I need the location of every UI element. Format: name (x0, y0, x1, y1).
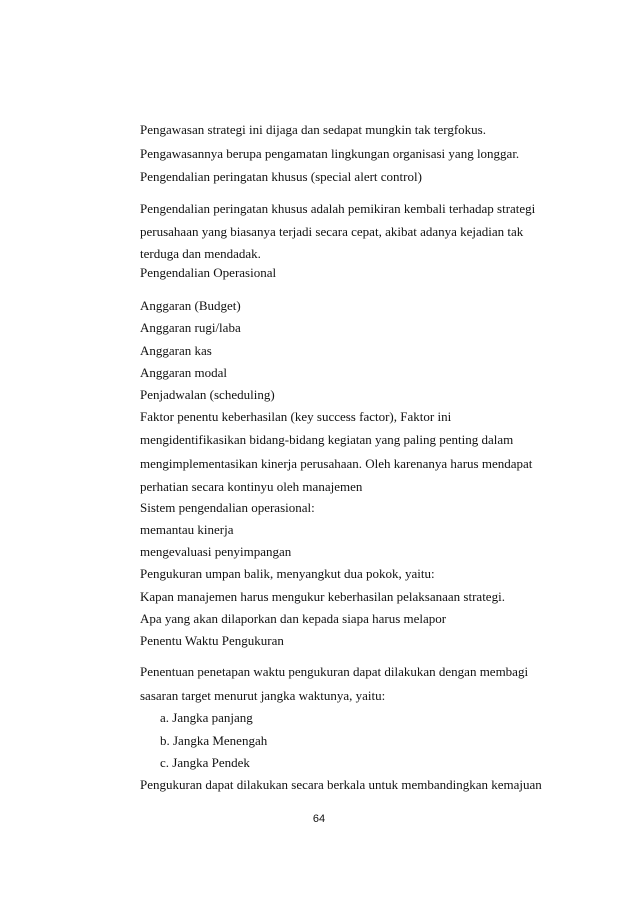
text-line: Sistem pengendalian operasional: (140, 500, 315, 515)
text-line: sasaran target menurut jangka waktunya, yaitu: (140, 688, 386, 703)
page-number: 64 (312, 813, 326, 825)
text-line: terduga dan mendadak. (140, 246, 261, 261)
section-heading: Pengendalian Operasional (140, 265, 277, 280)
text-line: Pengendalian peringatan khusus adalah pemikiran kembali terhadap strategi (140, 201, 536, 216)
text-line: perusahaan yang biasanya terjadi secara cepat, akibat adanya kejadian tak (140, 224, 524, 239)
text-line: Anggaran modal (140, 365, 228, 380)
text-line: perhatian secara kontinyu oleh manajemen (140, 479, 363, 494)
text-line: Pengukuran dapat dilakukan secara berkala untuk membandingkan kemajuan (140, 777, 542, 792)
text-line: Pengawasannya berupa pengamatan lingkungan organisasi yang longgar. (140, 146, 520, 161)
text-line: Kapan manajemen harus mengukur keberhasilan pelaksanaan strategi. (140, 589, 505, 604)
text-line: mengimplementasikan kinerja perusahaan. Oleh karenanya harus mendapat (140, 456, 533, 471)
section-heading: Penentu Waktu Pengukuran (140, 633, 284, 648)
text-line: Penjadwalan (scheduling) (140, 387, 275, 402)
text-line: memantau kinerja (140, 522, 234, 537)
text-line: Anggaran (Budget) (140, 298, 241, 313)
text-line: Pengukuran umpan balik, menyangkut dua pokok, yaitu: (140, 566, 435, 581)
text-line: Anggaran kas (140, 343, 212, 358)
text-line: mengidentifikasikan bidang-bidang kegiatan yang paling penting dalam (140, 432, 514, 447)
list-item: a. Jangka panjang (160, 710, 253, 725)
text-line: Apa yang akan dilaporkan dan kepada siapa harus melapor (140, 611, 447, 626)
text-line: mengevaluasi penyimpangan (140, 544, 292, 559)
text-line: Penentuan penetapan waktu pengukuran dapat dilakukan dengan membagi (140, 664, 529, 679)
text-line: Faktor penentu keberhasilan (key success factor), Faktor ini (140, 409, 452, 424)
list-item: c. Jangka Pendek (160, 755, 250, 770)
text-line: Anggaran rugi/laba (140, 320, 241, 335)
list-item: b. Jangka Menengah (160, 733, 268, 748)
text-line: Pengendalian peringatan khusus (special alert control) (140, 169, 422, 184)
text-line: Pengawasan strategi ini dijaga dan sedapat mungkin tak tergfokus. (140, 122, 486, 137)
